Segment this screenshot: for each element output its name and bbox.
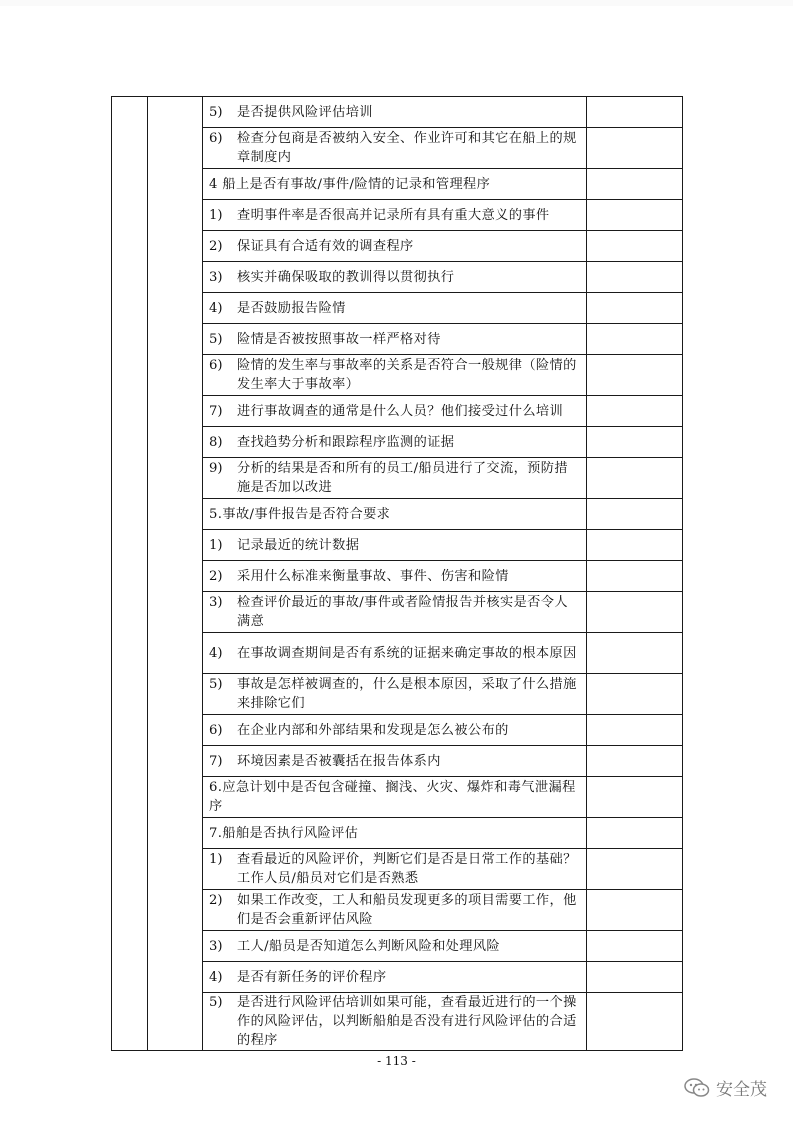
- checklist-item: [203, 644, 586, 663]
- item-text: 是否有新任务的评价程序: [237, 969, 387, 985]
- item-text: 分析的结果是否和所有的员工/船员进行了交流，预防措施是否加以改进: [237, 461, 568, 495]
- remarks-cell: [587, 715, 683, 746]
- item-text: 采用什么标准来衡量事故、事件、伤害和险情: [237, 568, 509, 584]
- item-text-cell: [203, 396, 587, 427]
- item-text-cell: [203, 592, 587, 633]
- checklist-item: [203, 891, 586, 929]
- item-number: 9): [209, 461, 223, 476]
- item-number: 3): [209, 269, 223, 285]
- item-text: 是否鼓励报告险情: [237, 300, 346, 316]
- item-text-cell: [203, 324, 587, 355]
- item-number: 3): [209, 595, 223, 610]
- item-number: 4): [209, 645, 223, 661]
- item-number: 1): [209, 852, 223, 867]
- remarks-cell: [587, 633, 683, 674]
- item-text: 险情的发生率与事故率的关系是否符合一般规律（险情的发生率大于事故率）: [237, 358, 577, 392]
- checklist-item: [203, 299, 586, 318]
- item-text: 检查评价最近的事故/事件或者险情报告并核实是否令人满意: [237, 595, 568, 629]
- item-text-cell: [203, 530, 587, 561]
- item-text-cell: [203, 169, 587, 200]
- page-number: - 113 -: [377, 1054, 416, 1068]
- checklist-item: [203, 721, 586, 740]
- checklist-item: [203, 129, 586, 167]
- remarks-cell: [587, 592, 683, 633]
- checklist-item: [203, 593, 586, 631]
- item-text: 在事故调查期间是否有系统的证据来确定事故的根本原因: [237, 645, 577, 661]
- remarks-cell: [587, 993, 683, 1051]
- subcategory-column-cell: [148, 97, 203, 1051]
- watermark-text: 安全茂: [716, 1080, 767, 1100]
- inspection-checklist-table: [111, 96, 683, 1051]
- section-heading: 5.事故/事件报告是否符合要求: [209, 506, 391, 522]
- checklist-item: [203, 459, 586, 497]
- remarks-cell: [587, 777, 683, 818]
- item-text-cell: [203, 128, 587, 169]
- remarks-cell: [587, 355, 683, 396]
- item-text: 事故是怎样被调查的，什么是根本原因，采取了什么措施来排除它们: [237, 677, 577, 711]
- item-text: 记录最近的统计数据: [237, 537, 360, 553]
- remarks-cell: [587, 427, 683, 458]
- item-number: 4): [209, 300, 223, 316]
- checklist-item: [203, 850, 586, 888]
- item-text: 在企业内部和外部结果和发现是怎么被公布的: [237, 722, 509, 738]
- item-text-cell: [203, 993, 587, 1051]
- remarks-cell: [587, 849, 683, 890]
- checklist-item: [203, 206, 586, 225]
- section-heading: 4 船上是否有事故/事件/险情的记录和管理程序: [209, 176, 491, 192]
- remarks-cell: [587, 200, 683, 231]
- item-text: 环境因素是否被囊括在报告体系内: [237, 753, 441, 769]
- item-text-cell: [203, 715, 587, 746]
- checklist-item: [203, 937, 586, 956]
- remarks-cell: [587, 818, 683, 849]
- remarks-cell: [587, 169, 683, 200]
- item-text-cell: [203, 200, 587, 231]
- item-text: 是否进行风险评估培训如果可能，查看最近进行的一个操作的风险评估，以判断船舶是否没有进行风险评估的合适的程序: [237, 995, 577, 1048]
- item-number: 7): [209, 403, 223, 419]
- checklist-item: [203, 993, 586, 1050]
- checklist-body: [112, 97, 683, 1051]
- item-number: 5): [209, 331, 223, 347]
- item-number: 1): [209, 207, 223, 223]
- checklist-row: [112, 97, 683, 128]
- page-top-edge: [0, 0, 793, 6]
- item-text: 查看最近的风险评价，判断它们是否是日常工作的基础？工作人员/船员对它们是否熟悉: [237, 852, 577, 886]
- item-number: 6): [209, 358, 223, 373]
- remarks-cell: [587, 97, 683, 128]
- remarks-cell: [587, 499, 683, 530]
- item-text-cell: [203, 458, 587, 499]
- remarks-cell: [587, 931, 683, 962]
- item-text-cell: [203, 818, 587, 849]
- item-text: 险情是否被按照事故一样严格对待: [237, 331, 441, 347]
- item-text-cell: [203, 293, 587, 324]
- item-text: 保证具有合适有效的调查程序: [237, 238, 414, 254]
- item-number: 6): [209, 722, 223, 738]
- section-heading: 6.应急计划中是否包含碰撞、搁浅、火灾、爆炸和毒气泄漏程序: [209, 780, 576, 814]
- item-text-cell: [203, 931, 587, 962]
- item-number: 4): [209, 969, 223, 985]
- item-text: 检查分包商是否被纳入安全、作业许可和其它在船上的规章制度内: [237, 131, 577, 165]
- remarks-cell: [587, 128, 683, 169]
- remarks-cell: [587, 293, 683, 324]
- checklist-item: [203, 433, 586, 452]
- remarks-cell: [587, 674, 683, 715]
- item-text-cell: [203, 427, 587, 458]
- remarks-cell: [587, 324, 683, 355]
- checklist-item: [203, 330, 586, 349]
- wechat-icon: [684, 1078, 710, 1098]
- item-number: 7): [209, 753, 223, 769]
- item-number: 5): [209, 104, 223, 120]
- remarks-cell: [587, 262, 683, 293]
- item-text-cell: [203, 355, 587, 396]
- checklist-item: [203, 675, 586, 713]
- checklist-item: [203, 268, 586, 287]
- item-number: 5): [209, 677, 223, 692]
- checklist-item: [203, 536, 586, 555]
- remarks-cell: [587, 746, 683, 777]
- watermark: [684, 1075, 767, 1100]
- section-heading: 7.船舶是否执行风险评估: [209, 825, 359, 841]
- checklist-item: [203, 103, 586, 122]
- item-text-cell: [203, 962, 587, 993]
- item-text: 进行事故调查的通常是什么人员？他们接受过什么培训: [237, 403, 564, 419]
- item-number: 3): [209, 938, 223, 954]
- item-text: 查找趋势分析和跟踪程序监测的证据: [237, 434, 455, 450]
- remarks-cell: [587, 561, 683, 592]
- remarks-cell: [587, 458, 683, 499]
- item-text: 工人/船员是否知道怎么判断风险和处理风险: [237, 938, 501, 954]
- item-text: 如果工作改变，工人和船员发现更多的项目需要工作，他们是否会重新评估风险: [237, 893, 577, 927]
- checklist-item: [203, 237, 586, 256]
- checklist-item: [203, 752, 586, 771]
- item-text-cell: [203, 746, 587, 777]
- item-text-cell: [203, 262, 587, 293]
- item-text: 查明事件率是否很高并记录所有具有重大意义的事件: [237, 207, 550, 223]
- item-text-cell: [203, 97, 587, 128]
- item-number: 8): [209, 434, 223, 450]
- item-text-cell: [203, 499, 587, 530]
- remarks-cell: [587, 890, 683, 931]
- item-text-cell: [203, 633, 587, 674]
- checklist-item: [203, 567, 586, 586]
- item-text: 是否提供风险评估培训: [237, 104, 373, 120]
- item-number: 1): [209, 537, 223, 553]
- remarks-cell: [587, 231, 683, 262]
- remarks-cell: [587, 962, 683, 993]
- item-number: 2): [209, 238, 223, 254]
- checklist-item: [203, 356, 586, 394]
- item-text-cell: [203, 674, 587, 715]
- item-text-cell: [203, 561, 587, 592]
- item-number: 5): [209, 995, 223, 1010]
- item-text: 核实并确保吸取的教训得以贯彻执行: [237, 269, 455, 285]
- item-number: 2): [209, 893, 223, 908]
- item-text-cell: [203, 890, 587, 931]
- item-number: 2): [209, 568, 223, 584]
- checklist-item: [203, 402, 586, 421]
- remarks-cell: [587, 396, 683, 427]
- item-number: 6): [209, 131, 223, 146]
- category-column-cell: [112, 97, 148, 1051]
- remarks-cell: [587, 530, 683, 561]
- item-text-cell: [203, 849, 587, 890]
- checklist-item: [203, 968, 586, 987]
- item-text-cell: [203, 231, 587, 262]
- item-text-cell: [203, 777, 587, 818]
